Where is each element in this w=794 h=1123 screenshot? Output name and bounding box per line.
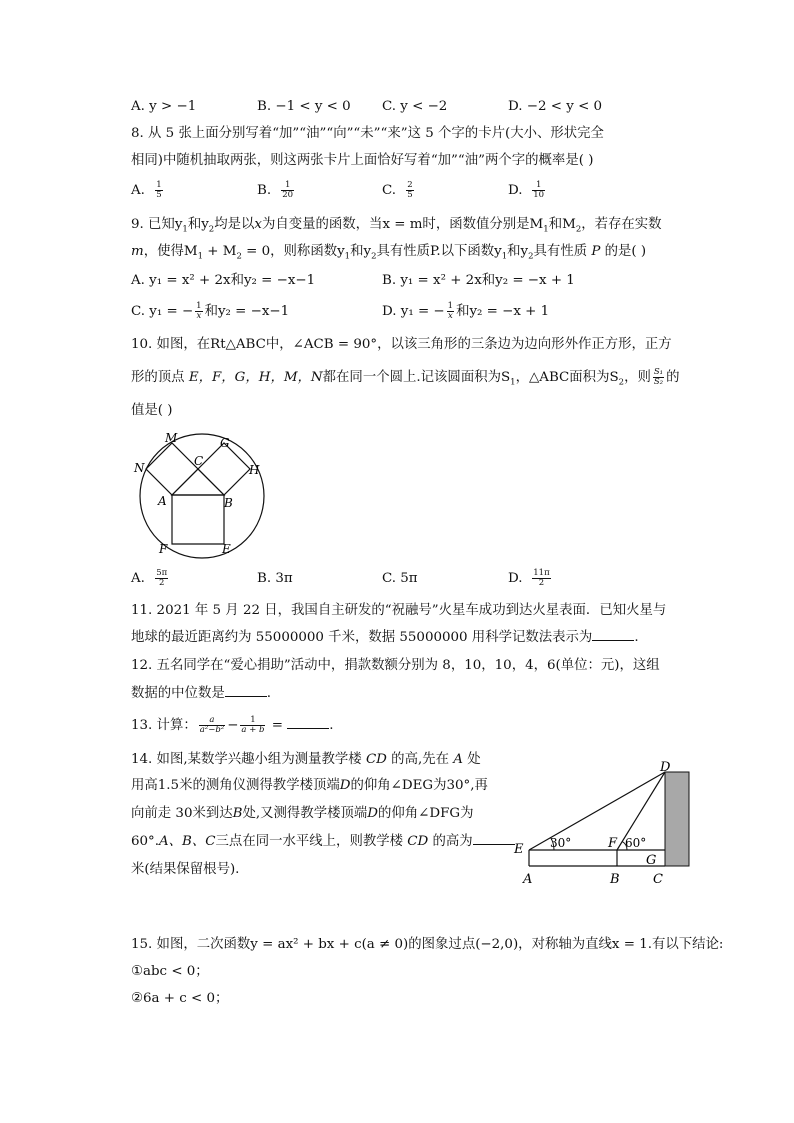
q15-conclusion-1: ①abc < 0；: [131, 964, 209, 979]
fraction: $\frac{1}{10}$: [533, 180, 545, 200]
q10-option-d: D. $\frac{11\pi}{2}$: [508, 568, 550, 588]
answer-blank[interactable]: [225, 684, 267, 697]
label-c: C: [653, 872, 663, 887]
building-cd: [665, 772, 689, 866]
answer-blank[interactable]: [592, 628, 634, 641]
q7-option-b: B. −1 < y < 0: [257, 99, 351, 114]
q9-option-d: D. y₁ = − $\frac{1}{x}$ 和y₂ = −x + 1: [382, 301, 550, 321]
q13-stem: 13. 计算： $\frac{a}{\text{a²−b²}}$ − $\frac{1}{a + b}$ = .: [131, 715, 334, 735]
label-f: F: [608, 836, 618, 851]
fraction: $\frac{11\pi}{2}$: [533, 568, 550, 588]
q8-stem-line2: 相同)中随机抽取两张，则这两张卡片上面恰好写着“加”“油”两个字的概率是( ): [131, 153, 594, 168]
label-e: E: [222, 542, 231, 556]
fraction: $\frac{1}{x}$: [196, 301, 202, 321]
q11-stem-line2: 地球的最近距离约为 55000000 千米，数据 55000000 用科学记数法表示为 .: [131, 630, 639, 645]
q7-option-d: D. −2 < y < 0: [508, 99, 603, 114]
q8-option-b: B. $\frac{1}{20}$: [257, 180, 294, 200]
fraction: $\frac{\text{S₁}}{\text{S₂}}$: [653, 367, 664, 387]
q14-stem-line3: 向前走 30米到达B处,又测得教学楼顶端D的仰角∠DFG为: [131, 806, 474, 821]
q8-option-c: C. $\frac{2}{5}$: [382, 180, 413, 200]
q10-stem-line2: 形的顶点 E，F，G，H，M，N都在同一个圆上.记该圆面积为$S_1$，△ABC面积为$S_2$，则 $\frac{\text{S₁}}{\text{S₂}}$ 的: [131, 367, 680, 388]
triangle-abc: [172, 469, 224, 495]
answer-blank[interactable]: [473, 832, 515, 845]
q15-stem-line1: 15. 如图，二次函数y = ax² + bx + c(a ≠ 0)的图象过点(−2,0)，对称轴为直线x = 1.有以下结论:: [131, 937, 724, 952]
square-bc: [198, 443, 250, 495]
square-ab: [172, 495, 224, 544]
label-g: G: [220, 436, 230, 450]
q14-figure-building: [510, 760, 700, 890]
q7-option-c: C. y < −2: [382, 99, 448, 114]
angle-label-60: 60°: [625, 836, 647, 850]
q10-option-b: B. 3π: [257, 571, 293, 586]
label-c: C: [194, 454, 204, 468]
label-f: F: [159, 542, 168, 556]
q7-option-a: A. y > −1: [131, 99, 197, 114]
q9-option-b: B. y₁ = x² + 2x和y₂ = −x + 1: [382, 273, 575, 288]
fraction: $\frac{5\pi}{2}$: [156, 568, 168, 588]
fraction: $\frac{1}{20}$: [282, 180, 294, 200]
label-a: A: [158, 494, 167, 508]
q8-option-a: A. $\frac{1}{5}$: [131, 180, 162, 200]
square-ac: [146, 443, 198, 495]
q10-figure-circle-squares: [128, 428, 288, 560]
q14-stem-line4: 60°.A、B、C三点在同一水平线上，则教学楼 CD 的高为: [131, 832, 515, 852]
q10-stem-line1: 10. 如图，在Rt△ABC中，∠ACB = 90°，以该三角形的三条边为边向形外作正方形，正方: [131, 337, 672, 352]
label-d: D: [660, 760, 671, 775]
fraction: $\frac{2}{5}$: [407, 180, 413, 200]
q12-stem-line2: 数据的中位数是 .: [131, 686, 271, 701]
q15-conclusion-2: ②6a + c < 0；: [131, 991, 229, 1006]
label-m: M: [165, 431, 178, 445]
label-e: E: [514, 842, 524, 857]
label-a: A: [523, 872, 533, 887]
q11-stem-line1: 11. 2021 年 5 月 22 日，我国自主研发的“祝融号”火星车成功到达火星表面．已知火星与: [131, 603, 667, 618]
q9-stem-line2: m，使得$M_1 + M_2 = 0$，则称函数$y_1$和$y_2$具有性质P.以下函数$y_1$和$y_2$具有性质 P 的是( ): [131, 244, 647, 262]
q8-stem-line1: 8. 从 5 张上面分别写着“加”“油”“向”“未”“来”这 5 个字的卡片(大小、形状完全: [131, 126, 604, 141]
answer-blank[interactable]: [287, 716, 329, 729]
q14-stem-line2: 用高1.5米的测角仪测得教学楼顶端D的仰角∠DEG为30°,再: [131, 778, 488, 793]
label-g: G: [646, 853, 657, 868]
q10-option-c: C. 5π: [382, 571, 418, 586]
q14-stem-line5: 米(结果保留根号).: [131, 862, 240, 877]
q8-option-d: D. $\frac{1}{10}$: [508, 180, 545, 200]
q9-option-c: C. y₁ = − $\frac{1}{x}$ 和y₂ = −x−1: [131, 301, 290, 321]
q12-stem-line1: 12. 五名同学在“爱心捐助”活动中，捐款数额分别为 8，10，10，4，6(单位：元)，这组: [131, 658, 660, 673]
fraction: $\frac{a}{\text{a²−b²}}$: [199, 715, 225, 735]
label-n: N: [134, 461, 145, 475]
fraction: $\frac{1}{5}$: [156, 180, 162, 200]
angle-label-30: 30°: [550, 836, 572, 850]
label-h: H: [249, 463, 260, 477]
q10-stem-line3: 值是( ): [131, 403, 173, 418]
fraction: $\frac{1}{a + b}$: [241, 715, 265, 735]
q9-stem-line1: 9. 已知$y_1$和$y_2$均是以x为自变量的函数，当x = m时，函数值分别是$M_1$和$M_2$，若存在实数: [131, 217, 662, 235]
q9-option-a: A. y₁ = x² + 2x和y₂ = −x−1: [131, 273, 316, 288]
label-b: B: [224, 496, 233, 510]
fraction: $\frac{1}{x}$: [447, 301, 454, 321]
label-b: B: [610, 872, 620, 887]
q14-stem-line1: 14. 如图,某数学兴趣小组为测量教学楼 CD 的高,先在 A 处: [131, 752, 481, 767]
q10-option-a: A. $\frac{5\pi}{2}$: [131, 568, 168, 588]
